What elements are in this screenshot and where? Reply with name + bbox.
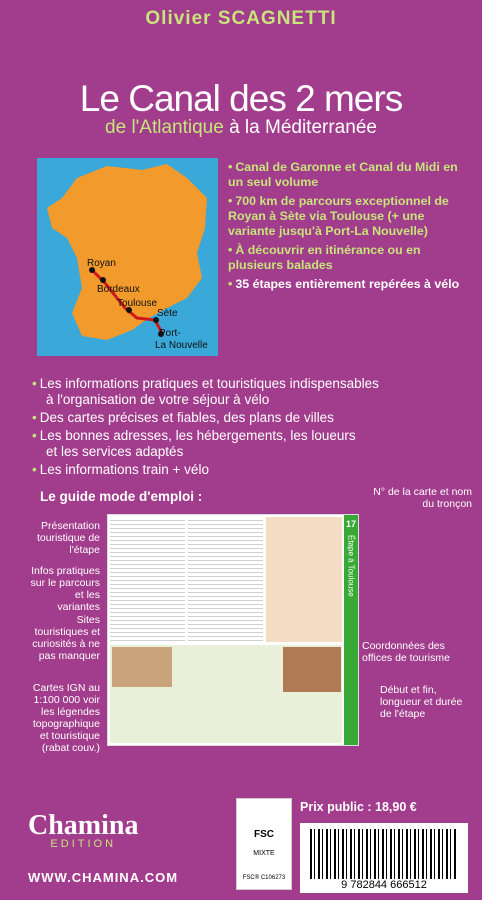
key-features bbox=[228, 160, 472, 296]
book-title: Le Canal des 2 mers bbox=[79, 78, 403, 119]
label-cartes: Cartes IGN au 1:100 000 voir les légendes topographique et touristique (rabat couv.) bbox=[32, 682, 100, 754]
barcode bbox=[300, 823, 468, 893]
france-map bbox=[37, 158, 218, 356]
barcode-number: 9 782844 666512 bbox=[341, 879, 427, 891]
label-sites: Sites touristiques et curiosités à ne pas manquer bbox=[32, 614, 100, 662]
text-column bbox=[110, 517, 185, 642]
info-item: • Les informations train + vélo bbox=[32, 462, 209, 477]
author-name: Olivier SCAGNETTI bbox=[145, 8, 337, 29]
info-item: • Les informations pratiques et touristiques indispensables à l'organisation de votre séjour à vélo bbox=[32, 376, 379, 407]
guide-spread-preview bbox=[107, 514, 359, 746]
label-start-end: Début et fin, longueur et durée de l'étape bbox=[380, 684, 463, 720]
feature-item: • 35 étapes entièrement repérées à vélo bbox=[228, 277, 460, 291]
city-bordeaux: Bordeaux bbox=[97, 284, 140, 295]
feature-item: • Canal de Garonne et Canal du Midi en un seul volume bbox=[228, 160, 458, 189]
publisher-name: Chamina bbox=[28, 810, 139, 841]
city-la-nouvelle: La Nouvelle bbox=[155, 340, 208, 351]
city-toulouse: Toulouse bbox=[117, 298, 158, 309]
publisher-website: WWW.CHAMINA.COM bbox=[28, 870, 179, 885]
label-infos: Infos pratiques sur le parcours et les variantes bbox=[30, 565, 100, 613]
info-item: • Les bonnes adresses, les hébergements, les loueurs et les services adaptés bbox=[32, 428, 356, 459]
photo-preview bbox=[112, 647, 172, 687]
stage-number: 17 bbox=[345, 519, 356, 529]
fsc-badge: FSC MIXTE FSC® C106273 bbox=[236, 798, 292, 890]
photo-preview bbox=[283, 647, 341, 692]
info-list bbox=[32, 376, 472, 480]
france-shape bbox=[47, 164, 207, 340]
city-port: Port- bbox=[159, 328, 181, 339]
label-presentation: Présentation touristique de l'étape bbox=[36, 520, 100, 556]
guide-title: Le guide mode d'emploi : bbox=[40, 489, 203, 504]
subtitle-part1: de l'Atlantique bbox=[105, 117, 224, 138]
city-royan: Royan bbox=[87, 258, 116, 269]
sidebar-box bbox=[266, 517, 342, 642]
label-map-number: N° de la carte et nom du tronçon bbox=[373, 486, 472, 510]
text-column bbox=[188, 517, 263, 642]
book-subtitle bbox=[0, 117, 482, 139]
city-sete: Sète bbox=[157, 308, 178, 319]
info-item: • Des cartes précises et fiables, des plans de villes bbox=[32, 410, 334, 425]
price: Prix public : 18,90 € bbox=[300, 800, 417, 814]
stage-strip bbox=[344, 515, 358, 745]
publisher-edition: EDITION bbox=[50, 838, 117, 850]
subtitle-part2: à la Méditerranée bbox=[223, 117, 377, 138]
chamina-logo bbox=[28, 810, 138, 850]
label-tourism-offices: Coordonnées des offices de tourisme bbox=[362, 640, 450, 664]
feature-item: • À découvrir en itinérance ou en plusieurs balades bbox=[228, 243, 421, 272]
feature-item: • 700 km de parcours exceptionnel de Royan à Sète via Toulouse (+ une variante jusqu'à Port-La Nouvelle) bbox=[228, 194, 449, 238]
stage-name: Étape à Toulouse bbox=[346, 535, 356, 597]
